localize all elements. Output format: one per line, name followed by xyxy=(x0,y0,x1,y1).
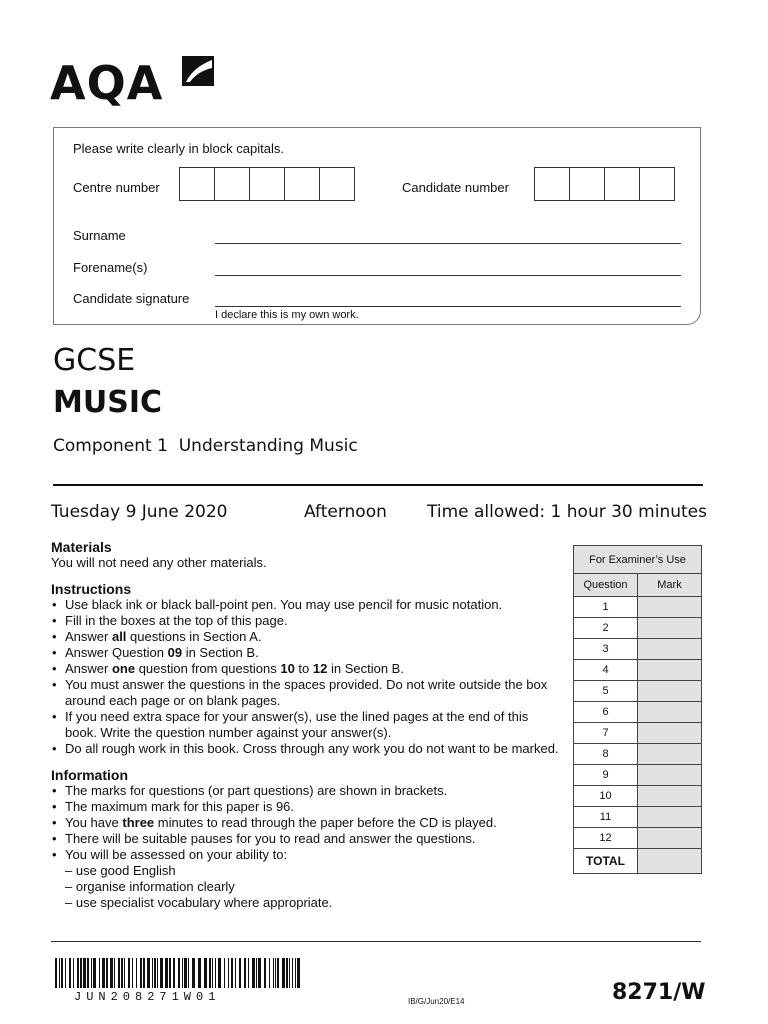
candidate-digit-box[interactable] xyxy=(639,167,675,201)
assessment-criterion: – organise information clearly xyxy=(65,879,235,894)
barcode-bar xyxy=(275,958,276,988)
item-text: Answer xyxy=(65,661,112,676)
mark-cell xyxy=(638,639,702,660)
examiner-use-table xyxy=(573,545,702,874)
barcode-bar xyxy=(228,958,229,988)
mark-cell xyxy=(638,723,702,744)
examiner-row xyxy=(574,807,702,828)
aqa-logo xyxy=(50,54,220,114)
declaration-text: I declare this is my own work. xyxy=(215,309,359,321)
barcode-bar xyxy=(269,958,270,988)
emphasis-text: 12 xyxy=(312,661,328,676)
item-text: If you need extra space for your answer(s), use the lined pages at the end of this book. Write the question number against your answer(s). xyxy=(65,709,529,740)
mark-cell xyxy=(638,786,702,807)
examiner-row xyxy=(574,639,702,660)
aqa-leaf-icon xyxy=(180,54,216,88)
item-text: There will be suitable pauses for you to read and answer the questions. xyxy=(65,831,476,846)
mark-cell xyxy=(638,744,702,765)
question-number: 5 xyxy=(574,681,638,702)
barcode-bar xyxy=(169,958,171,988)
barcode-bar xyxy=(277,958,279,988)
barcode-bar xyxy=(258,958,261,988)
barcode-bar xyxy=(192,958,195,988)
barcode-bar xyxy=(248,958,249,988)
question-number: 3 xyxy=(574,639,638,660)
question-number: 11 xyxy=(574,807,638,828)
question-column-header: Question xyxy=(574,574,638,597)
question-number: 12 xyxy=(574,828,638,849)
question-number: 2 xyxy=(574,618,638,639)
instruction-item xyxy=(51,677,561,709)
barcode-bar xyxy=(77,958,79,988)
information-item xyxy=(51,831,561,847)
centre-digit-box[interactable] xyxy=(249,167,285,201)
barcode-bar xyxy=(124,958,125,988)
mark-column-header: Mark xyxy=(638,574,702,597)
barcode-bar xyxy=(140,958,142,988)
item-text: You have xyxy=(65,815,123,830)
question-number: 10 xyxy=(574,786,638,807)
question-number: 6 xyxy=(574,702,638,723)
item-text: The maximum mark for this paper is 96. xyxy=(65,799,295,814)
barcode-bar xyxy=(136,958,137,988)
centre-digit-box[interactable] xyxy=(214,167,250,201)
mark-cell xyxy=(638,681,702,702)
information-item xyxy=(51,847,561,863)
instruction-item xyxy=(51,597,561,613)
barcode-bar xyxy=(212,958,213,988)
barcode-bar xyxy=(110,958,113,988)
examiner-row xyxy=(574,765,702,786)
barcode-bar xyxy=(215,958,216,988)
item-text: You will be assessed on your ability to: xyxy=(65,847,288,862)
barcode-bar xyxy=(209,958,211,988)
component-title: Component 1 Understanding Music xyxy=(53,436,358,456)
assessment-criteria-list xyxy=(51,863,561,911)
item-text: Answer xyxy=(65,629,112,644)
emphasis-text: 10 xyxy=(280,661,295,676)
barcode-bar xyxy=(93,958,96,988)
examiner-row xyxy=(574,744,702,765)
paper-code: 8271/W xyxy=(612,980,706,1005)
qualification-title: GCSE xyxy=(53,343,136,378)
question-number: 8 xyxy=(574,744,638,765)
barcode-bar xyxy=(61,958,63,988)
examiner-row xyxy=(574,723,702,744)
item-text: Answer Question xyxy=(65,645,168,660)
barcode-bar xyxy=(143,958,145,988)
barcode-bar xyxy=(289,958,290,988)
examiner-row xyxy=(574,786,702,807)
item-text: question from questions xyxy=(135,661,281,676)
centre-number-boxes[interactable] xyxy=(180,167,355,201)
barcode xyxy=(55,958,300,988)
barcode-bar xyxy=(273,958,274,988)
materials-text: You will not need any other materials. xyxy=(51,555,267,570)
surname-line[interactable] xyxy=(215,243,681,244)
forename-label: Forename(s) xyxy=(73,260,148,275)
emphasis-text: all xyxy=(111,629,127,644)
logo-text: AQA xyxy=(50,56,164,110)
barcode-bar xyxy=(147,958,150,988)
instructions-list xyxy=(51,597,561,757)
item-text: Use black ink or black ball-point pen. You may use pencil for music notation. xyxy=(65,597,503,612)
instruction-item xyxy=(51,709,561,741)
information-heading: Information xyxy=(51,767,128,783)
barcode-bar xyxy=(244,958,246,988)
examiner-row xyxy=(574,597,702,618)
exam-date: Tuesday 9 June 2020 xyxy=(51,502,228,522)
barcode-bar xyxy=(154,958,156,988)
candidate-digit-box[interactable] xyxy=(604,167,640,201)
barcode-bar xyxy=(106,958,108,988)
candidate-number-label: Candidate number xyxy=(402,180,509,195)
barcode-bar xyxy=(83,958,86,988)
barcode-bar xyxy=(235,958,236,988)
barcode-bar xyxy=(165,958,168,988)
mark-cell xyxy=(638,702,702,723)
barcode-bar xyxy=(87,958,89,988)
information-item xyxy=(51,815,561,831)
forename-line[interactable] xyxy=(215,275,681,276)
mark-cell xyxy=(638,597,702,618)
barcode-bar xyxy=(239,958,241,988)
barcode-bar xyxy=(295,958,296,988)
barcode-bar xyxy=(118,958,120,988)
mark-cell xyxy=(638,807,702,828)
assessment-criterion: – use good English xyxy=(65,863,176,878)
question-number: 7 xyxy=(574,723,638,744)
footer-divider xyxy=(51,941,701,942)
item-text: in Section B. xyxy=(182,645,259,660)
barcode-bar xyxy=(73,958,74,988)
barcode-bar xyxy=(178,958,180,988)
item-text: minutes to read through the paper before the CD is played. xyxy=(154,815,497,830)
barcode-bar xyxy=(264,958,266,988)
mark-cell xyxy=(638,828,702,849)
examiner-row xyxy=(574,681,702,702)
barcode-bar xyxy=(152,958,153,988)
barcode-bar xyxy=(69,958,71,988)
emphasis-text: one xyxy=(111,661,136,676)
block-capitals-instruction: Please write clearly in block capitals. xyxy=(73,141,284,156)
instruction-item xyxy=(51,613,561,629)
information-list xyxy=(51,783,561,863)
barcode-bar xyxy=(91,958,92,988)
item-text: to xyxy=(294,661,313,676)
instruction-item xyxy=(51,741,561,757)
barcode-bar xyxy=(224,958,225,988)
signature-label: Candidate signature xyxy=(73,291,190,306)
time-allowed: Time allowed: 1 hour 30 minutes xyxy=(427,502,707,522)
examiner-row xyxy=(574,828,702,849)
information-item xyxy=(51,799,561,815)
barcode-bar xyxy=(65,958,66,988)
candidate-number-boxes[interactable] xyxy=(535,167,675,201)
barcode-bar xyxy=(80,958,82,988)
question-number: 1 xyxy=(574,597,638,618)
centre-digit-box[interactable] xyxy=(319,167,355,201)
item-text: in Section B. xyxy=(327,661,404,676)
item-text: questions in Section A. xyxy=(126,629,262,644)
emphasis-text: 09 xyxy=(167,645,183,660)
barcode-bar xyxy=(256,958,257,988)
materials-heading: Materials xyxy=(51,539,112,555)
examiner-row xyxy=(574,702,702,723)
barcode-bar xyxy=(282,958,285,988)
barcode-bar xyxy=(286,958,288,988)
question-number: 9 xyxy=(574,765,638,786)
centre-digit-box[interactable] xyxy=(284,167,320,201)
mark-cell xyxy=(638,618,702,639)
information-item xyxy=(51,783,561,799)
barcode-bar xyxy=(188,958,189,988)
barcode-text: JUN208271W01 xyxy=(74,990,221,1004)
centre-digit-box[interactable] xyxy=(179,167,215,201)
barcode-bar xyxy=(102,958,105,988)
emphasis-text: three xyxy=(122,815,155,830)
instructions-heading: Instructions xyxy=(51,581,132,597)
barcode-bar xyxy=(252,958,255,988)
candidate-digit-box[interactable] xyxy=(534,167,570,201)
barcode-bar xyxy=(292,958,293,988)
item-text: Do all rough work in this book. Cross through any work you do not want to be marked. xyxy=(65,741,559,756)
subject-title: MUSIC xyxy=(53,385,162,420)
barcode-bar xyxy=(55,958,57,988)
examiner-table-title: For Examiner’s Use xyxy=(574,546,702,574)
paper-reference: IB/G/Jun20/E14 xyxy=(408,997,465,1006)
examiner-row xyxy=(574,660,702,681)
barcode-bar xyxy=(297,958,300,988)
assessment-criterion: – use specialist vocabulary where appropriate. xyxy=(65,895,333,910)
barcode-bar xyxy=(132,958,133,988)
barcode-bar xyxy=(121,958,123,988)
barcode-bar xyxy=(218,958,221,988)
item-text: Fill in the boxes at the top of this page. xyxy=(65,613,288,628)
barcode-bar xyxy=(173,958,175,988)
examiner-row xyxy=(574,618,702,639)
barcode-bar xyxy=(204,958,207,988)
total-label: TOTAL xyxy=(574,849,638,874)
total-mark-cell xyxy=(638,849,702,874)
item-text: You must answer the questions in the spaces provided. Do not write outside the box around each page or on blank pages. xyxy=(65,677,548,708)
barcode-bar xyxy=(160,958,163,988)
barcode-bar xyxy=(59,958,60,988)
question-number: 4 xyxy=(574,660,638,681)
title-divider xyxy=(53,484,703,486)
centre-number-label: Centre number xyxy=(73,180,160,195)
barcode-bar xyxy=(99,958,100,988)
instruction-item xyxy=(51,661,561,677)
barcode-bar xyxy=(114,958,115,988)
instruction-item xyxy=(51,629,561,645)
mark-cell xyxy=(638,765,702,786)
barcode-bar xyxy=(184,958,187,988)
barcode-bar xyxy=(198,958,201,988)
mark-cell xyxy=(638,660,702,681)
instruction-item xyxy=(51,645,561,661)
item-text: The marks for questions (or part questions) are shown in brackets. xyxy=(65,783,448,798)
barcode-bar xyxy=(157,958,158,988)
barcode-bar xyxy=(182,958,183,988)
exam-session: Afternoon xyxy=(304,502,387,522)
exam-guidance xyxy=(51,539,561,911)
candidate-digit-box[interactable] xyxy=(569,167,605,201)
surname-label: Surname xyxy=(73,228,126,243)
signature-line[interactable] xyxy=(215,306,681,307)
barcode-bar xyxy=(128,958,130,988)
barcode-bar xyxy=(231,958,233,988)
